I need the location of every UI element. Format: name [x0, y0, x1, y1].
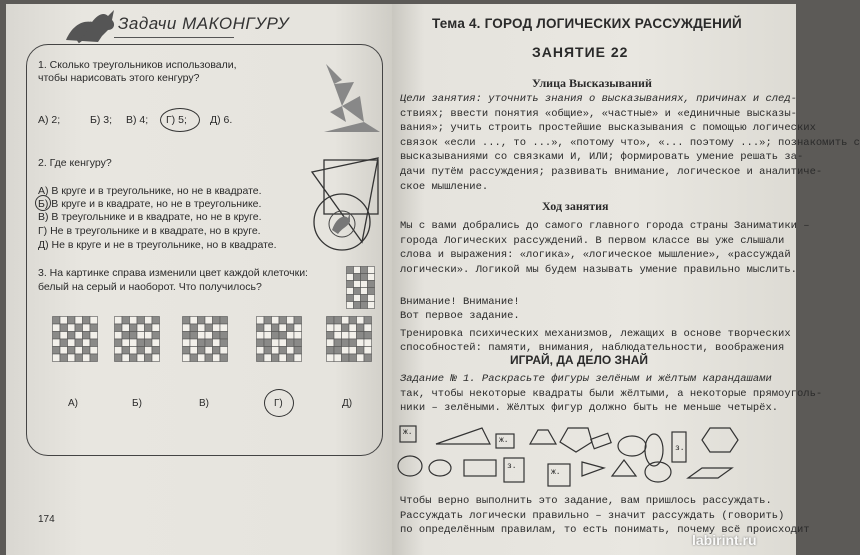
grid-cell: [361, 274, 368, 281]
grid-cell: [294, 324, 302, 332]
q3-answer-circle: [264, 389, 294, 417]
grid-cell: [122, 324, 130, 332]
grid-cell: [53, 317, 61, 325]
grid-cell: [190, 347, 198, 355]
grid-cell: [279, 317, 287, 325]
triangle-kangaroo-figure: [320, 62, 382, 144]
header-underline: [114, 37, 234, 38]
grid-cell: [145, 324, 153, 332]
grid-cell: [349, 324, 357, 332]
grid-cell: [83, 317, 91, 325]
q2-option-a: А) В круге и в треугольнике, но не в квадрате.: [38, 185, 262, 197]
grid-cell: [198, 317, 206, 325]
grid-cell: [152, 332, 160, 340]
grid-cell: [198, 354, 206, 362]
grid-cell: [115, 317, 123, 325]
grid-cell: [90, 324, 98, 332]
grid-cell: [75, 324, 83, 332]
grid-cell: [145, 317, 153, 325]
grid-cell: [272, 347, 280, 355]
grid-cell: [279, 347, 287, 355]
grid-cell: [205, 332, 213, 340]
q1-option-d: Г) 5;: [166, 114, 187, 126]
shape-label-1: ж.: [403, 428, 413, 437]
grid-cell: [190, 339, 198, 347]
grid-cell: [53, 339, 61, 347]
grid-cell: [130, 324, 138, 332]
grid-cell: [205, 347, 213, 355]
grid-cell: [327, 332, 335, 340]
grid-cell: [213, 339, 221, 347]
grid-cell: [357, 347, 365, 355]
grid-cell: [294, 347, 302, 355]
grid-cell: [257, 317, 265, 325]
grid-cell: [190, 354, 198, 362]
grid-cell: [115, 339, 123, 347]
q2-option-c: В) В треугольнике и в квадрате, но не в круге.: [38, 211, 262, 223]
grid-cell: [334, 347, 342, 355]
grid-cell: [347, 295, 354, 302]
grid-cell: [364, 354, 372, 362]
intro-line-3: слова и выражения: «логика», «логическое мышление», «рассуждай: [400, 249, 791, 262]
grid-cell: [368, 295, 375, 302]
task1-line-1: Задание № 1. Раскрасьте фигуры зелёным и жёлтым карандашами: [400, 373, 772, 385]
grid-cell: [68, 347, 76, 355]
grid-cell: [122, 332, 130, 340]
grid-cell: [272, 317, 280, 325]
grid-cell: [90, 354, 98, 362]
grid-cell: [279, 324, 287, 332]
grid-cell: [145, 339, 153, 347]
grid-cell: [183, 354, 191, 362]
grid-cell: [183, 332, 191, 340]
grid-cell: [213, 324, 221, 332]
lesson-subtitle: Улица Высказываний: [532, 76, 652, 90]
grid-cell: [83, 324, 91, 332]
left-page: [6, 4, 392, 555]
grid-cell: [75, 332, 83, 340]
grid-cell: [354, 288, 361, 295]
grid-cell: [287, 347, 295, 355]
grid-cell: [220, 354, 228, 362]
q3-text-line1: 3. На картинке справа изменили цвет каждой клеточки:: [38, 267, 308, 279]
grid-cell: [53, 354, 61, 362]
grid-cell: [145, 347, 153, 355]
header-title: Задачи МАКОНГУРУ: [118, 14, 289, 33]
grid-cell: [287, 317, 295, 325]
grid-cell: [294, 339, 302, 347]
grid-cell: [294, 317, 302, 325]
grid-cell: [342, 339, 350, 347]
grid-cell: [220, 317, 228, 325]
grid-label-a: А): [68, 398, 78, 409]
grid-cell: [68, 354, 76, 362]
grid-cell: [327, 324, 335, 332]
training-line-2: способностей: памяти, внимания, наблюдательности, воображения: [400, 341, 785, 354]
grid-cell: [334, 324, 342, 332]
grid-cell: [287, 354, 295, 362]
grid-cell: [279, 354, 287, 362]
grid-cell: [122, 354, 130, 362]
grid-cell: [294, 354, 302, 362]
grid-cell: [198, 332, 206, 340]
grid-cell: [287, 339, 295, 347]
grid-cell: [257, 339, 265, 347]
grid-cell: [115, 332, 123, 340]
grid-cell: [327, 347, 335, 355]
grid-cell: [152, 354, 160, 362]
grid-cell: [130, 347, 138, 355]
topic-title: Тема 4. ГОРОД ЛОГИЧЕСКИХ РАССУЖДЕНИЙ: [432, 16, 742, 31]
grid-cell: [53, 347, 61, 355]
grid-cell: [357, 332, 365, 340]
grid-cell: [264, 347, 272, 355]
grid-cell: [257, 324, 265, 332]
grid-cell: [287, 332, 295, 340]
grid-cell: [361, 281, 368, 288]
grid-cell: [183, 317, 191, 325]
grid-option-3: [182, 316, 228, 362]
grid-cell: [334, 354, 342, 362]
grid-cell: [183, 324, 191, 332]
grid-cell: [357, 339, 365, 347]
grid-cell: [272, 324, 280, 332]
grid-cell: [272, 354, 280, 362]
grid-cell: [220, 324, 228, 332]
grid-cell: [83, 339, 91, 347]
grid-cell: [90, 347, 98, 355]
grid-cell: [354, 267, 361, 274]
grid-cell: [334, 339, 342, 347]
shape-label-5: з.: [507, 462, 517, 471]
grid-label-e: Д): [342, 398, 353, 409]
grid-cell: [90, 317, 98, 325]
grid-label-d: Г): [274, 398, 283, 409]
grid-label-c: В): [199, 398, 209, 409]
grid-cell: [342, 317, 350, 325]
grid-cell: [349, 354, 357, 362]
grid-cell: [83, 354, 91, 362]
grid-cell: [137, 354, 145, 362]
attention-line1: Внимание! Внимание!: [400, 296, 520, 308]
grid-cell: [60, 354, 68, 362]
grid-cell: [220, 332, 228, 340]
grid-cell: [364, 317, 372, 325]
grid-cell: [213, 347, 221, 355]
grid-cell: [152, 347, 160, 355]
grid-cell: [137, 339, 145, 347]
grid-cell: [137, 347, 145, 355]
grid-cell: [190, 332, 198, 340]
shape-label-2: ж.: [499, 436, 509, 445]
game-title: ИГРАЙ, ДА ДЕЛО ЗНАЙ: [510, 353, 648, 367]
grid-cell: [354, 302, 361, 309]
q1-option-a: А) 2;: [38, 114, 61, 126]
grid-cell: [115, 347, 123, 355]
grid-cell: [213, 317, 221, 325]
grid-cell: [213, 332, 221, 340]
grid-cell: [60, 347, 68, 355]
intro-line-4: логически». Логикой мы будем называть умение правильно мыслить.: [400, 263, 797, 276]
grid-cell: [364, 347, 372, 355]
grid-cell: [137, 317, 145, 325]
grid-cell: [68, 324, 76, 332]
grid-cell: [287, 324, 295, 332]
page-number: 174: [38, 514, 55, 525]
grid-cell: [152, 324, 160, 332]
lesson-title: ЗАНЯТИЕ 22: [532, 44, 629, 60]
grid-cell: [368, 267, 375, 274]
grid-cell: [279, 332, 287, 340]
q1-option-c: В) 4;: [126, 114, 149, 126]
intro-line-2: города Логических рассуждений. В первом классе вы уже слышали: [400, 234, 785, 247]
grid-cell: [347, 274, 354, 281]
grid-cell: [349, 317, 357, 325]
intro-line-1: Мы с вами добрались до самого главного города страны Заниматики –: [400, 220, 810, 232]
grid-cell: [354, 295, 361, 302]
grid-cell: [115, 324, 123, 332]
grid-cell: [75, 339, 83, 347]
grid-cell: [68, 332, 76, 340]
shape-label-3: з.: [675, 444, 685, 453]
grid-cell: [357, 354, 365, 362]
bottom-line-3: по определённым правилам, то есть понимать, почему всё происходит: [400, 524, 810, 537]
grid-cell: [83, 332, 91, 340]
grid-cell: [264, 324, 272, 332]
grid-cell: [294, 332, 302, 340]
grid-cell: [75, 354, 83, 362]
course-title: Ход занятия: [542, 199, 609, 213]
grid-cell: [361, 267, 368, 274]
grid-cell: [257, 347, 265, 355]
grid-cell: [145, 332, 153, 340]
grid-reference: [346, 266, 375, 309]
grid-cell: [357, 324, 365, 332]
grid-cell: [327, 339, 335, 347]
grid-cell: [264, 317, 272, 325]
grid-cell: [205, 339, 213, 347]
grid-cell: [90, 332, 98, 340]
bottom-line-1: Чтобы верно выполнить это задание, вам пришлось рассуждать.: [400, 495, 772, 507]
grid-cell: [75, 317, 83, 325]
grid-cell: [342, 324, 350, 332]
grid-cell: [334, 332, 342, 340]
grid-cell: [264, 332, 272, 340]
grid-option-4: [256, 316, 302, 362]
grid-cell: [190, 324, 198, 332]
grid-cell: [122, 339, 130, 347]
grid-cell: [279, 339, 287, 347]
q3-text-line2: белый на серый и наоборот. Что получилось?: [38, 281, 262, 293]
grid-cell: [60, 324, 68, 332]
grid-cell: [198, 347, 206, 355]
grid-cell: [213, 354, 221, 362]
grid-cell: [349, 339, 357, 347]
bottom-line-2: Рассуждать логически правильно – значит рассуждать (говорить): [400, 509, 785, 522]
grid-cell: [145, 354, 153, 362]
grid-cell: [342, 332, 350, 340]
grid-option-5: [326, 316, 372, 362]
shapes-figure: [392, 418, 796, 490]
goals-line-6: дачи путём рассуждения; развивать внимание, логическое и аналитиче-: [400, 166, 823, 178]
grid-cell: [137, 324, 145, 332]
grid-cell: [130, 317, 138, 325]
grid-cell: [122, 347, 130, 355]
grid-cell: [205, 317, 213, 325]
right-page: [392, 4, 860, 555]
grid-cell: [364, 332, 372, 340]
grid-cell: [53, 324, 61, 332]
grid-cell: [349, 332, 357, 340]
grid-cell: [364, 324, 372, 332]
grid-cell: [354, 274, 361, 281]
grid-cell: [130, 354, 138, 362]
q1-option-e: Д) 6.: [210, 114, 233, 126]
shapes-kangaroo-figure: [306, 152, 386, 262]
grid-cell: [68, 317, 76, 325]
goals-line-4: связок «если ..., то ...», «потому что», «... поэтому ...»; познакомить с: [400, 136, 860, 149]
goals-line-5: высказываниями со связками И, ИЛИ; формировать умение решать за-: [400, 151, 804, 164]
q1-text-line2: чтобы нарисовать этого кенгуру?: [38, 72, 200, 84]
grid-cell: [347, 302, 354, 309]
grid-cell: [53, 332, 61, 340]
q1-answer-circle: [160, 108, 200, 132]
task1-line-2: так, чтобы некоторые квадраты были жёлтыми, а некоторые прямоуголь-: [400, 387, 823, 400]
grid-cell: [327, 317, 335, 325]
grid-cell: [357, 317, 365, 325]
grid-cell: [205, 324, 213, 332]
grid-cell: [90, 339, 98, 347]
grid-cell: [361, 288, 368, 295]
grid-cell: [361, 302, 368, 309]
grid-cell: [130, 339, 138, 347]
grid-cell: [152, 339, 160, 347]
grid-cell: [347, 288, 354, 295]
grid-cell: [272, 339, 280, 347]
grid-cell: [130, 332, 138, 340]
q1-text-line1: 1. Сколько треугольников использовали,: [38, 59, 237, 71]
shape-label-4: ж.: [551, 468, 561, 477]
q2-answer-circle: [35, 195, 51, 211]
grid-cell: [60, 317, 68, 325]
task1-line-3: ники – зелёными. Жёлтых фигур должно быть не меньше четырёх.: [400, 402, 779, 415]
grid-cell: [75, 347, 83, 355]
grid-cell: [368, 302, 375, 309]
grid-cell: [220, 339, 228, 347]
q1-option-b: Б) 3;: [90, 114, 113, 126]
goals-line-7: ское мышление.: [400, 180, 489, 193]
grid-cell: [264, 354, 272, 362]
grid-cell: [257, 332, 265, 340]
grid-cell: [220, 347, 228, 355]
attention-line2: Вот первое задание.: [400, 310, 520, 322]
grid-cell: [334, 317, 342, 325]
grid-cell: [83, 347, 91, 355]
goals-line-1: Цели занятия: уточнить знания о высказываниях, причинах и след-: [400, 93, 797, 105]
grid-cell: [190, 317, 198, 325]
grid-cell: [368, 274, 375, 281]
grid-cell: [368, 281, 375, 288]
grid-cell: [364, 339, 372, 347]
grid-cell: [354, 281, 361, 288]
goals-line-2: ствиях; ввести понятия «общие», «частные» и «единичные высказы-: [400, 107, 797, 120]
grid-cell: [152, 317, 160, 325]
grid-cell: [183, 347, 191, 355]
grid-cell: [347, 281, 354, 288]
grid-cell: [347, 267, 354, 274]
grid-cell: [342, 347, 350, 355]
grid-cell: [60, 339, 68, 347]
grid-cell: [272, 332, 280, 340]
grid-option-2: [114, 316, 160, 362]
grid-cell: [342, 354, 350, 362]
grid-cell: [198, 324, 206, 332]
grid-cell: [257, 354, 265, 362]
grid-cell: [198, 339, 206, 347]
grid-cell: [60, 332, 68, 340]
watermark: labirint.ru: [692, 532, 757, 548]
goals-line-3: вания»; учить строить простейшие высказывания с помощью логических: [400, 122, 816, 135]
grid-cell: [368, 288, 375, 295]
grid-cell: [183, 339, 191, 347]
grid-cell: [361, 295, 368, 302]
grid-cell: [68, 339, 76, 347]
grid-cell: [327, 354, 335, 362]
grid-option-1: [52, 316, 98, 362]
grid-cell: [205, 354, 213, 362]
training-line-1: Тренировка психических механизмов, лежащих в основе творческих: [400, 328, 791, 340]
grid-cell: [349, 347, 357, 355]
grid-cell: [137, 332, 145, 340]
grid-cell: [122, 317, 130, 325]
grid-cell: [264, 339, 272, 347]
q2-option-d: Г) Не в треугольнике и в квадрате, но в круге.: [38, 225, 261, 237]
grid-label-b: Б): [132, 398, 142, 409]
q2-option-b: Б) В круге и в квадрате, но не в треугольнике.: [38, 198, 262, 210]
q2-option-e: Д) Не в круге и не в треугольнике, но в квадрате.: [38, 239, 277, 251]
q2-text: 2. Где кенгуру?: [38, 157, 112, 169]
grid-cell: [115, 354, 123, 362]
